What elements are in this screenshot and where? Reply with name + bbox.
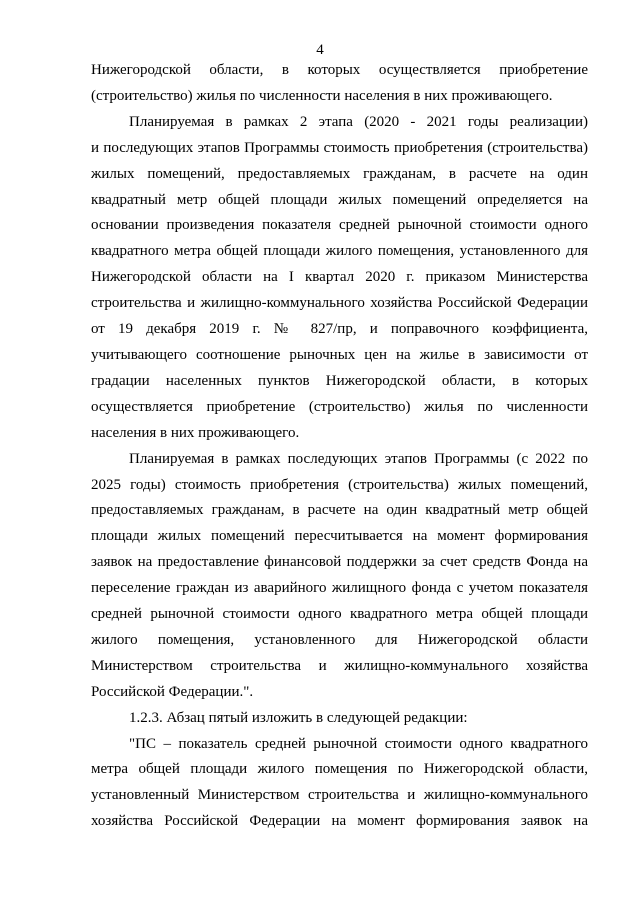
text-line: 1.2.3. Абзац пятый изложить в следующей редакции: — [129, 709, 468, 726]
text-line: хозяйства Российской Федерации на момент формирования заявок на — [91, 813, 588, 830]
text-line: предоставляемых гражданам, в расчете на один квадратный метр общей — [91, 502, 588, 519]
text-line: квадратный метр общей площади жилых помещений определяется на — [91, 191, 588, 208]
text-line: метра общей площади жилого помещения по Нижегородской области, — [91, 761, 588, 778]
text-line: от 19 декабря 2019 г. № 827/пр, и поправочного коэффициента, — [91, 321, 588, 338]
text-line: площади жилых помещений пересчитывается на момент формирования — [91, 528, 588, 545]
text-line: переселение граждан из аварийного жилищного фонда с учетом показателя — [91, 580, 588, 597]
text-line: строительства и жилищно-коммунального хозяйства Российской Федерации — [91, 295, 588, 312]
text-line: (строительство) жилья по численности населения в них проживающего. — [91, 87, 553, 104]
text-line: и последующих этапов Программы стоимость приобретения (строительства) — [91, 139, 588, 156]
text-line: осуществляется приобретение (строительство) жилья по численности — [91, 398, 588, 415]
text-line: Нижегородской области, в которых осуществляется приобретение — [91, 62, 588, 78]
text-line: градации населенных пунктов Нижегородской области, в которых — [91, 372, 588, 389]
text-line: средней рыночной стоимости одного квадратного метра общей площади — [91, 606, 588, 623]
text-line: Российской Федерации.". — [91, 683, 254, 700]
text-line: жилых помещений, предоставляемых гражданам, в расчете на один — [91, 165, 588, 182]
text-line: заявок на предоставление финансовой поддержки за счет средств Фонда на — [91, 554, 588, 571]
text-line: Планируемая в рамках последующих этапов Программы (с 2022 по — [129, 450, 588, 467]
text-line: Министерством строительства и жилищно-коммунального хозяйства — [91, 657, 588, 674]
page-number: 4 — [316, 42, 324, 58]
document-body — [91, 58, 588, 835]
paragraph-4 — [91, 706, 588, 732]
text-line: основании произведения показателя средней рыночной стоимости одного — [91, 217, 588, 234]
text-line: Планируемая в рамках 2 этапа (2020 - 2021 годы реализации) — [129, 113, 588, 130]
paragraph-2 — [91, 110, 588, 447]
text-line: квадратного метра общей площади жилого помещения, установленного для — [91, 243, 588, 260]
text-line: жилого помещения, установленного для Нижегородской области — [91, 631, 588, 648]
paragraph-1 — [91, 58, 588, 110]
text-line: учитывающего соотношение рыночных цен на жилье в зависимости от — [91, 346, 588, 363]
text-line: "ПС – показатель средней рыночной стоимости одного квадратного — [129, 735, 588, 752]
text-line: населения в них проживающего. — [91, 424, 300, 441]
paragraph-5 — [91, 732, 588, 836]
paragraph-3 — [91, 447, 588, 706]
text-line: установленный Министерством строительства и жилищно-коммунального — [91, 787, 588, 804]
text-line: Нижегородской области на I квартал 2020 г. приказом Министерства — [91, 269, 588, 286]
text-line: 2025 годы) стоимость приобретения (строительства) жилых помещений, — [91, 476, 588, 493]
